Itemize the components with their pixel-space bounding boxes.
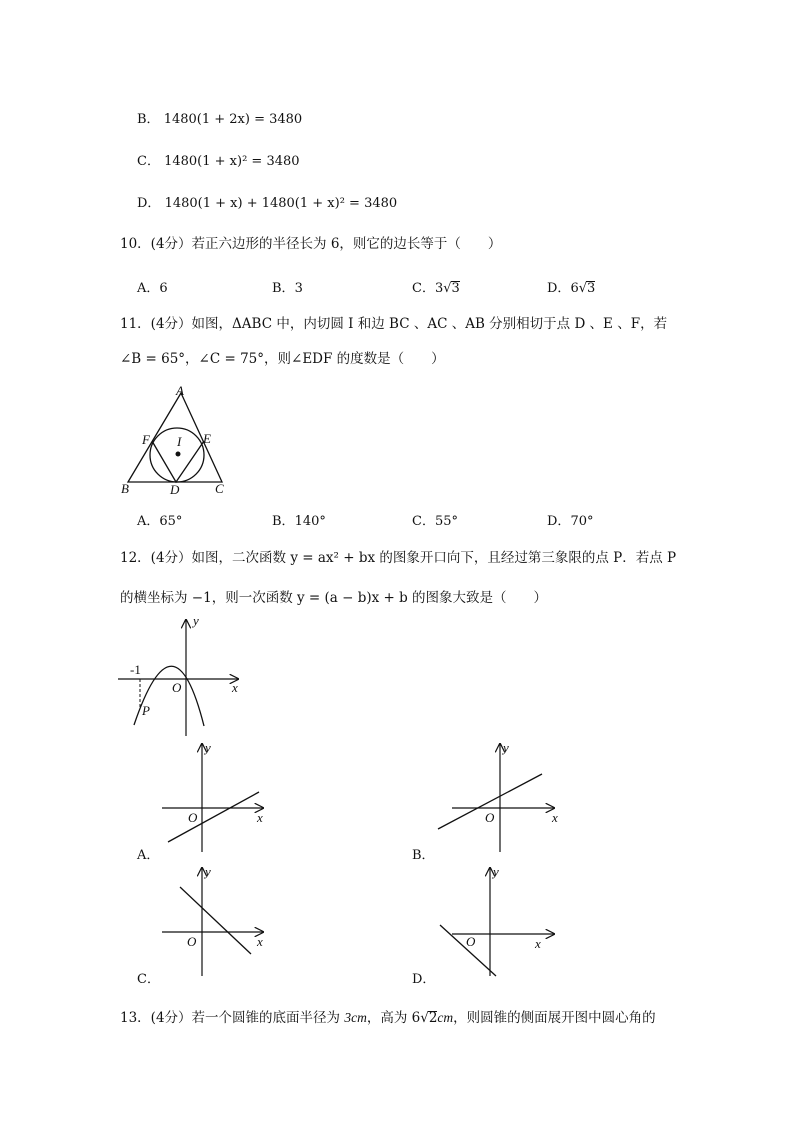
label-a: A <box>176 383 184 398</box>
svg-text:y: y <box>493 864 499 879</box>
q12-stem-line2: 的横坐标为 −1，则一次函数 y = (a − b)x + b 的图象大致是（ ） <box>120 590 548 606</box>
q13-radius: 3cm <box>344 1010 367 1025</box>
q12-option-a-graph <box>155 738 270 856</box>
q12-option-d-label: D． <box>412 972 436 987</box>
option-d-line <box>440 925 496 976</box>
q10-option-a: A．6 <box>137 281 168 296</box>
svg-text:O: O <box>466 934 476 949</box>
label-f: F <box>142 432 150 447</box>
option-a-line <box>168 792 259 842</box>
svg-text:O: O <box>187 934 197 949</box>
q10-option-b: B．3 <box>272 281 303 296</box>
q10-stem: 10．(4分）若正六边形的半径长为 6，则它的边长等于（ ） <box>120 236 502 252</box>
incenter-dot <box>176 452 181 457</box>
tick-minus-one: -1 <box>130 662 141 677</box>
svg-text:O: O <box>188 810 198 825</box>
q12-parabola-graph <box>112 612 252 738</box>
svg-text:y: y <box>205 740 211 755</box>
svg-text:x: x <box>257 934 263 949</box>
q12-option-d-graph <box>432 862 562 980</box>
label-e: E <box>203 431 211 446</box>
q12-option-b-graph <box>432 738 562 856</box>
q9-option-b: B． 1480(1 + 2x) = 3480 <box>137 112 303 127</box>
label-i: I <box>177 434 182 449</box>
y-label: y <box>193 613 199 628</box>
svg-text:y: y <box>503 740 509 755</box>
svg-text:O: O <box>485 810 495 825</box>
point-p-label: P <box>142 703 150 718</box>
q12-option-c-label: C． <box>137 972 160 987</box>
label-c: C <box>215 481 224 496</box>
q11-option-c: C．55° <box>412 514 458 529</box>
label-d: D <box>170 482 180 497</box>
q11-stem-line2: ∠B = 65°，∠C = 75°，则∠EDF 的度数是（ ） <box>120 351 445 367</box>
q9-option-c: C． 1480(1 + x)² = 3480 <box>137 154 300 169</box>
q9-option-b-equation: 1480(1 + 2x) = 3480 <box>163 112 303 127</box>
q9-option-c-equation: 1480(1 + x)² = 3480 <box>164 154 300 169</box>
q12-option-b-label: B． <box>412 848 435 863</box>
q9-option-d-equation: 1480(1 + x) + 1480(1 + x)² = 3480 <box>164 196 398 211</box>
x-label: x <box>232 680 238 695</box>
q10-option-c: C．3√3 <box>412 281 460 296</box>
q10-option-d: D．6√3 <box>547 281 596 296</box>
q9-option-d: D． 1480(1 + x) + 1480(1 + x)² = 3480 <box>137 196 398 211</box>
svg-text:y: y <box>205 864 211 879</box>
q13-stem: 13．(4分）若一个圆锥的底面半径为 3cm，高为 6√2cm，则圆锥的侧面展开图中圆心角的 <box>120 1010 656 1026</box>
origin-label: O <box>172 680 182 695</box>
q12-stem-line1: 12．(4分）如图，二次函数 y = ax² + bx 的图象开口向下，且经过第三象限的点 P．若点 P <box>120 550 677 566</box>
q12-option-c-graph <box>155 862 270 980</box>
q11-option-d: D．70° <box>547 514 594 529</box>
label-b: B <box>121 481 129 496</box>
svg-text:x: x <box>552 810 558 825</box>
q11-option-b: B．140° <box>272 514 326 529</box>
q12-option-a-label: A． <box>137 848 160 863</box>
q11-triangle-figure <box>115 380 235 500</box>
q11-stem-line1: 11．(4分）如图，ΔABC 中，内切圆 I 和边 BC 、AC 、AB 分别相切于点 D 、E 、F，若 <box>120 316 668 332</box>
q11-option-a: A．65° <box>137 514 183 529</box>
svg-text:x: x <box>535 936 541 951</box>
svg-text:x: x <box>257 810 263 825</box>
